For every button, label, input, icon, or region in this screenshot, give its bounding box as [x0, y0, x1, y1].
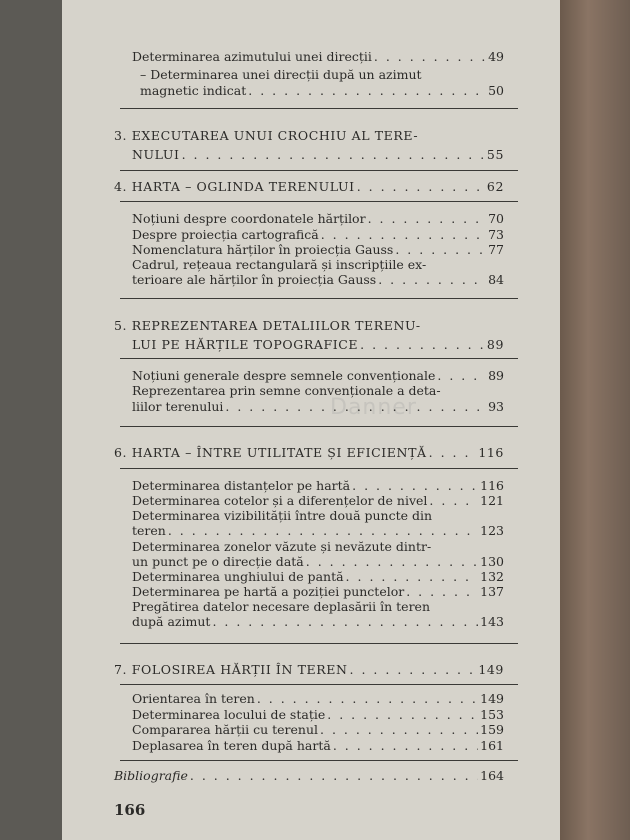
- toc-entry-line: Pregătirea datelor necesare deplasării în teren: [132, 599, 430, 614]
- chapter-heading: 5. REPREZENTAREA DETALIILOR TERENU-: [114, 318, 421, 333]
- toc-entry-bibliography: Bibliografie . . . 164: [114, 768, 504, 783]
- section-divider: [120, 298, 518, 299]
- chapter-heading: 7. FOLOSIREA HĂRȚII ÎN TEREN . . . 149: [114, 662, 504, 677]
- toc-entry: Despre proiecția cartografică . . . 73: [132, 227, 504, 242]
- section-divider: [120, 760, 518, 761]
- toc-entry: Deplasarea în teren după hartă . . . 161: [132, 738, 504, 753]
- book-spine: [560, 0, 630, 840]
- section-divider: [120, 643, 518, 644]
- watermark: Danner: [330, 395, 417, 420]
- toc-entry: Determinarea unghiului de pantă . . . 132: [132, 569, 504, 584]
- toc-entry-line: Cadrul, rețeaua rectangulară și inscripțiile ex-: [132, 257, 427, 272]
- chapter-heading: 4. HARTA – OGLINDA TERENULUI . . . 62: [114, 179, 504, 194]
- toc-entry: Determinarea locului de stație . . . 153: [132, 707, 504, 722]
- toc-entry: Noțiuni despre coordonatele hărților . . . 70: [132, 211, 504, 226]
- section-divider: [120, 358, 518, 359]
- toc-entry: liilor terenului . . . 93: [132, 399, 504, 414]
- toc-entry: Determinarea azimutului unei direcții . . . 49: [132, 49, 504, 64]
- toc-entry-line: Determinarea zonelor văzute și nevăzute dintr-: [132, 539, 432, 554]
- page-number: 166: [114, 801, 146, 819]
- toc-entry: terioare ale hărților în proiecția Gauss . . . 84: [132, 272, 504, 287]
- toc-entry: un punct pe o direcție dată . . . 130: [132, 554, 504, 569]
- section-divider: [120, 170, 518, 171]
- toc-entry: teren . . . 123: [132, 523, 504, 538]
- toc-entry: Noțiuni generale despre semnele convenționale . . . 89: [132, 368, 504, 383]
- section-divider: [120, 468, 518, 469]
- toc-entry: Nomenclatura hărților în proiecția Gauss . . . 77: [132, 242, 504, 257]
- toc-entry: Determinarea pe hartă a poziției punctelor . . . 137: [132, 584, 504, 599]
- section-divider: [120, 684, 518, 685]
- toc-entry: după azimut . . . 143: [132, 614, 504, 629]
- toc-entry: Determinarea distanțelor pe hartă . . . 116: [132, 478, 504, 493]
- section-divider: [120, 108, 518, 109]
- chapter-heading: NULUI . . . 55: [132, 147, 504, 162]
- toc-entry: Orientarea în teren . . . 149: [132, 691, 504, 706]
- book-page: [62, 0, 560, 840]
- toc-entry-line: Reprezentarea prin semne convenționale a deta-: [132, 383, 441, 398]
- toc-entry: magnetic indicat . . . 50: [140, 83, 504, 98]
- chapter-heading: LUI PE HĂRȚILE TOPOGRAFICE . . . 89: [132, 337, 504, 352]
- chapter-heading: 6. HARTA – ÎNTRE UTILITATE ȘI EFICIENȚĂ . . . 116: [114, 445, 504, 460]
- chapter-heading: 3. EXECUTAREA UNUI CROCHIU AL TERE-: [114, 128, 419, 143]
- toc-entry-line: Determinarea vizibilității între două puncte din: [132, 508, 433, 523]
- section-divider: [120, 426, 518, 427]
- toc-entry: Determinarea cotelor și a diferențelor de nivel . . . 121: [132, 493, 504, 508]
- section-divider: [120, 201, 518, 202]
- toc-entry-line: – Determinarea unei direcții după un azimut: [140, 67, 422, 82]
- toc-entry: Compararea hărții cu terenul . . . 159: [132, 722, 504, 737]
